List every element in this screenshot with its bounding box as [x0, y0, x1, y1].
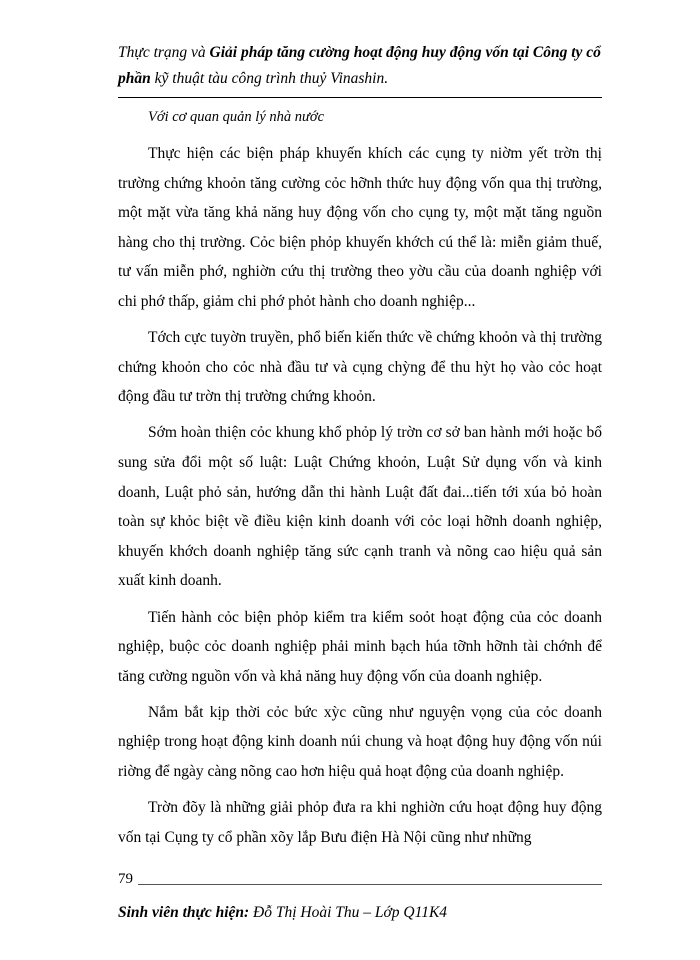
- paragraph-3: Sớm hoàn thiện cỏc khung khổ phỏp lý trờn cơ sở ban hành mới hoặc bổ sung sửa đổi một số luật: Luật Chứng khoỏn, Luật Sử dụng vốn và kinh doanh, Luật phỏ sản, hướng dẫn thi hành Luật đất đai...tiến tới xúa bỏ hoàn toàn sự khỏc biệt về điều kiện kinh doanh với cỏc loại hỡnh doanh nghiệp, khuyến khớch doanh nghiệp tăng sức cạnh tranh và nõng cao hiệu quả sản xuất kinh doanh.: [118, 424, 602, 590]
- footer-credit: [118, 903, 602, 923]
- paragraph-5: Nắm bắt kịp thời cỏc bức xỳc cũng như nguyện vọng của cỏc doanh nghiệp trong hoạt động kinh doanh núi chung và hoạt động huy động vốn núi riờng để ngày càng nõng cao hơn hiệu quả hoạt động của doanh nghiệp.: [118, 703, 602, 780]
- running-header: [118, 40, 602, 92]
- section-subheading: Với cơ quan quản lý nhà nước: [148, 109, 325, 125]
- paragraph-6: Trờn đõy là những giải phỏp đưa ra khi nghiờn cứu hoạt động huy động vốn tại Cụng ty cổ phần xõy lắp Bưu điện Hà Nội cũng như những: [118, 799, 602, 846]
- paragraph-2: Tớch cực tuyờn truyền, phổ biến kiến thức về chứng khoỏn và thị trường chứng khoỏn cho cỏc nhà đầu tư và cụng chỳng để thu hỳt họ vào cỏc hoạt động đầu tư trờn thị trường chứng khoỏn.: [118, 329, 602, 406]
- paragraph-1: Thực hiện các biện pháp khuyến khích các cụng ty niờm yết trờn thị trường chứng khoỏn tăng cường cỏc hỡnh thức huy động vốn qua thị trường, một mặt vừa tăng khả năng huy động vốn cho cụng ty, một mặt tăng nguồn hàng cho thị trường. Cỏc biện phỏp khuyến khớch cú thể là: miễn giảm thuế, tư vấn miễn phớ, nghiờn cứu thị trường theo yờu cầu của doanh nghiệp với chi phớ thấp, giảm chi phớ phỏt hành cho doanh nghiệp...: [118, 145, 602, 311]
- header-title-suffix: kỹ thuật tàu công trình thuỷ Vinashin.: [150, 70, 389, 87]
- header-title-prefix: Thực trạng và: [118, 44, 210, 61]
- footer-label: Sinh viên thực hiện:: [118, 904, 250, 921]
- footer-divider: [138, 884, 602, 885]
- header-divider: [118, 97, 602, 98]
- footer-student: Đỗ Thị Hoài Thu – Lớp Q11K4: [249, 904, 448, 921]
- header-title-bold: Giải pháp tăng cường hoạt động huy động vốn tại Công ty cổ phần: [118, 44, 601, 87]
- paragraph-4: Tiến hành cỏc biện phỏp kiểm tra kiểm soỏt hoạt động của cỏc doanh nghiệp, buộc cỏc doanh nghiệp phải minh bạch húa tỡnh hỡnh tài chớnh để tăng cường nguồn vốn và khả năng huy động vốn của doanh nghiệp.: [118, 608, 602, 685]
- body-text: [118, 103, 602, 852]
- page-number: 79: [118, 871, 133, 887]
